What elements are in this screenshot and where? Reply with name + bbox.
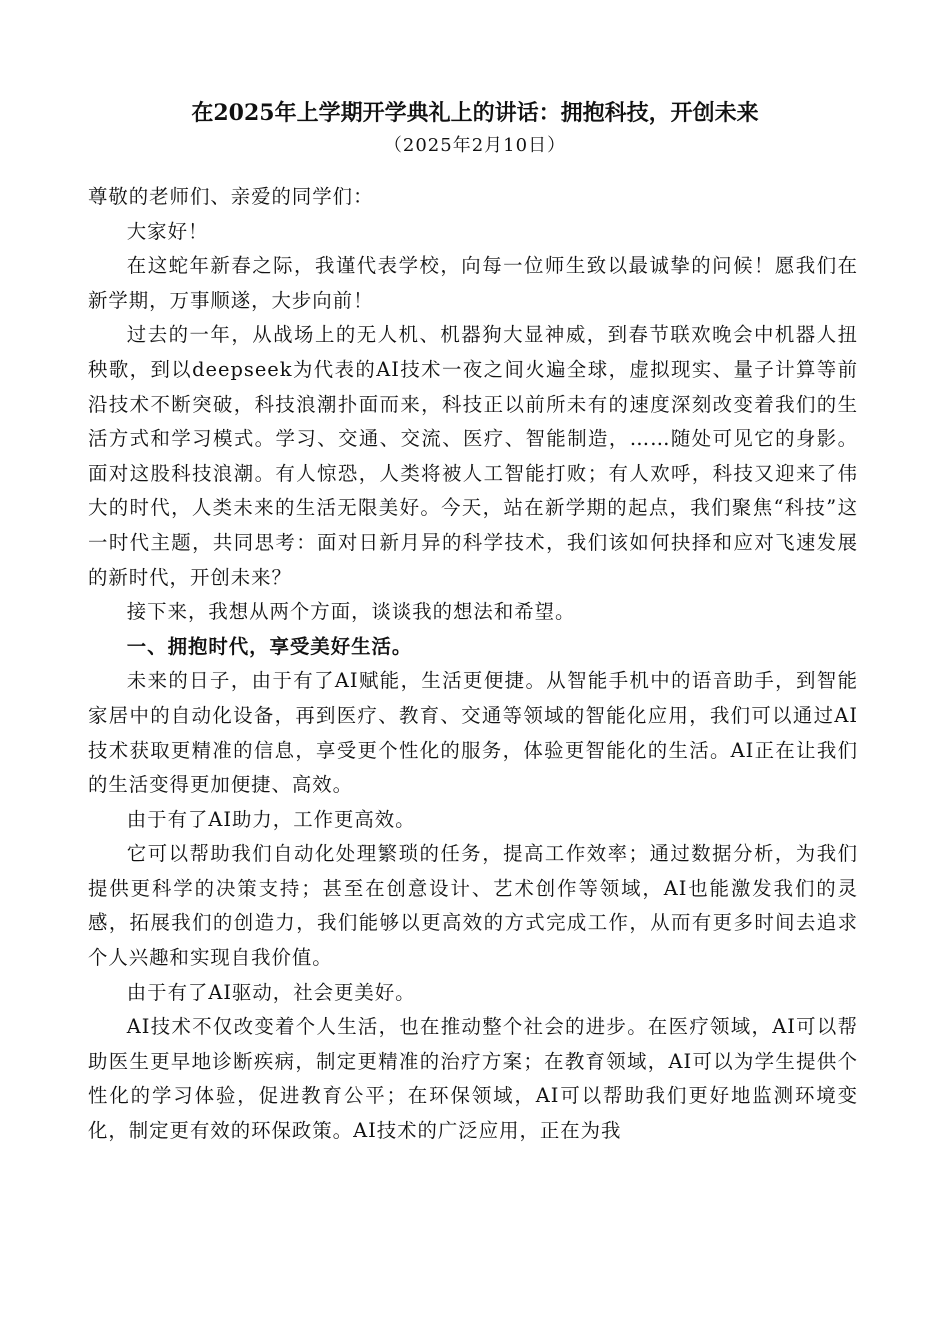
paragraph: 接下来，我想从两个方面，谈谈我的想法和希望。 — [126, 600, 576, 624]
document-date: （2025年2月10日） — [383, 135, 567, 156]
paragraph: 过去的一年，从战场上的无人机、机器狗大显神威，到春节联欢晚会中机器人扭秧歌，到以deepseek为代表的AI技术一夜之间火遍全球，虚拟现实、量子计算等前沿技术不断突破，科技浪潮扑面而来，科技正以前所未有的速度深刻改变着我们的生活方式和学习模式。学习、交通、交流、医疗、智能制造，……随处可见它的身影。面对这股科技浪潮。有人惊恐，人类将被人工智能打败；有人欢呼，科技又迎来了伟大的时代，人类未来的生活无限美好。今天，站在新学期的起点，我们聚焦“科技”这一时代主题，共同思考：面对日新月异的科学技术，我们该如何抉择和应对飞速发展的新时代，开创未来？ — [88, 323, 858, 589]
document-body — [88, 180, 858, 1149]
paragraph: AI技术不仅改变着个人生活，也在推动整个社会的进步。在医疗领域，AI可以帮助医生更早地诊断疾病，制定更精准的治疗方案；在教育领域，AI可以为学生提供个性化的学习体验，促进教育公平；在环保领域，AI可以帮助我们更好地监测环境变化，制定更有效的环保政策。AI技术的广泛应用，正在为我 — [88, 1015, 858, 1143]
paragraph: 未来的日子，由于有了AI赋能，生活更便捷。从智能手机中的语音助手，到智能家居中的自动化设备，再到医疗、教育、交通等领域的智能化应用，我们可以通过AI技术获取更精准的信息，享受更个性化的服务，体验更智能化的生活。AI正在让我们的生活变得更加便捷、高效。 — [88, 669, 858, 797]
paragraph: 它可以帮助我们自动化处理繁琐的任务，提高工作效率；通过数据分析，为我们提供更科学的决策支持；甚至在创意设计、艺术创作等领域，AI也能激发我们的灵感，拓展我们的创造力，我们能够以更高效的方式完成工作，从而有更多时间去追求个人兴趣和实现自我价值。 — [88, 842, 858, 970]
paragraph: 在这蛇年新春之际，我谨代表学校，向每一位师生致以最诚挚的问候！愿我们在新学期，万事顺遂，大步向前！ — [88, 254, 858, 312]
paragraph: 由于有了AI助力，工作更高效。 — [126, 807, 416, 831]
paragraph: 由于有了AI驱动，社会更美好。 — [126, 980, 416, 1004]
salutation: 尊敬的老师们、亲爱的同学们： — [88, 185, 374, 208]
section-heading: 一、拥抱时代，享受美好生活。 — [126, 634, 413, 658]
document-title: 在2025年上学期开学典礼上的讲话：拥抱科技，开创未来 — [191, 100, 759, 126]
greeting: 大家好！ — [126, 219, 209, 243]
